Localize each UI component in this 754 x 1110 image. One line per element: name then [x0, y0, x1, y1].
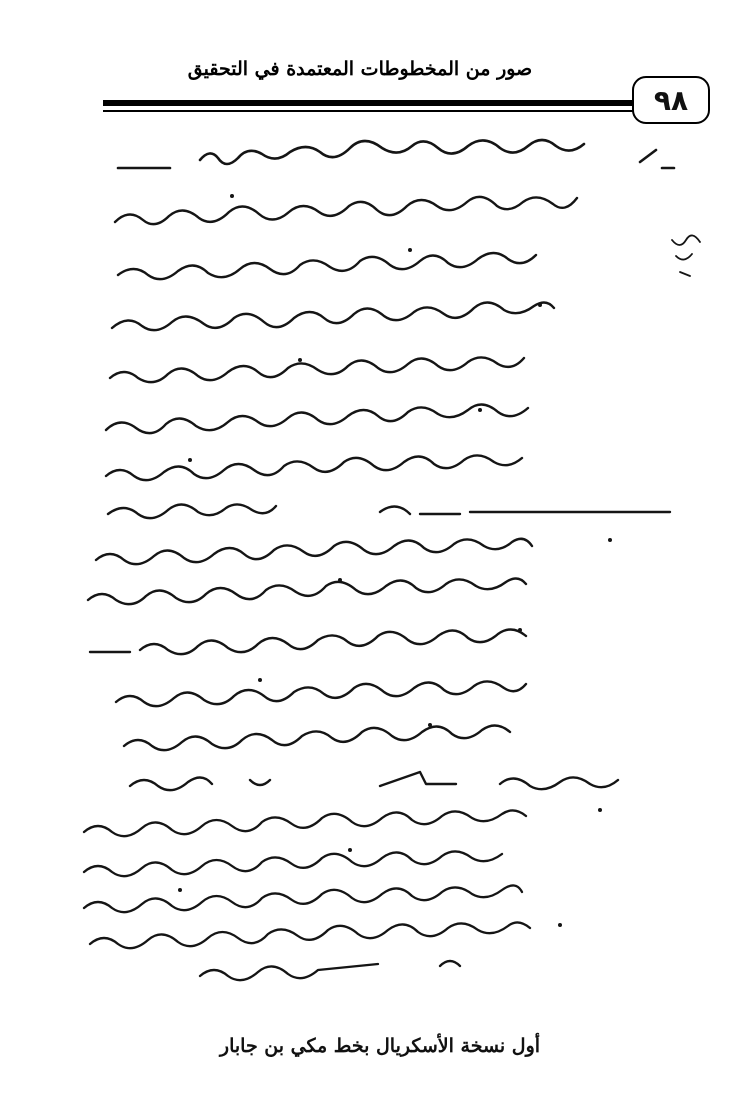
running-head: صور من المخطوطات المعتمدة في التحقيق [187, 58, 533, 80]
page-number: ٩٨ [653, 83, 689, 117]
figure-caption: أول نسخة الأسكريال بخط مكي بن جابار [219, 1035, 541, 1057]
